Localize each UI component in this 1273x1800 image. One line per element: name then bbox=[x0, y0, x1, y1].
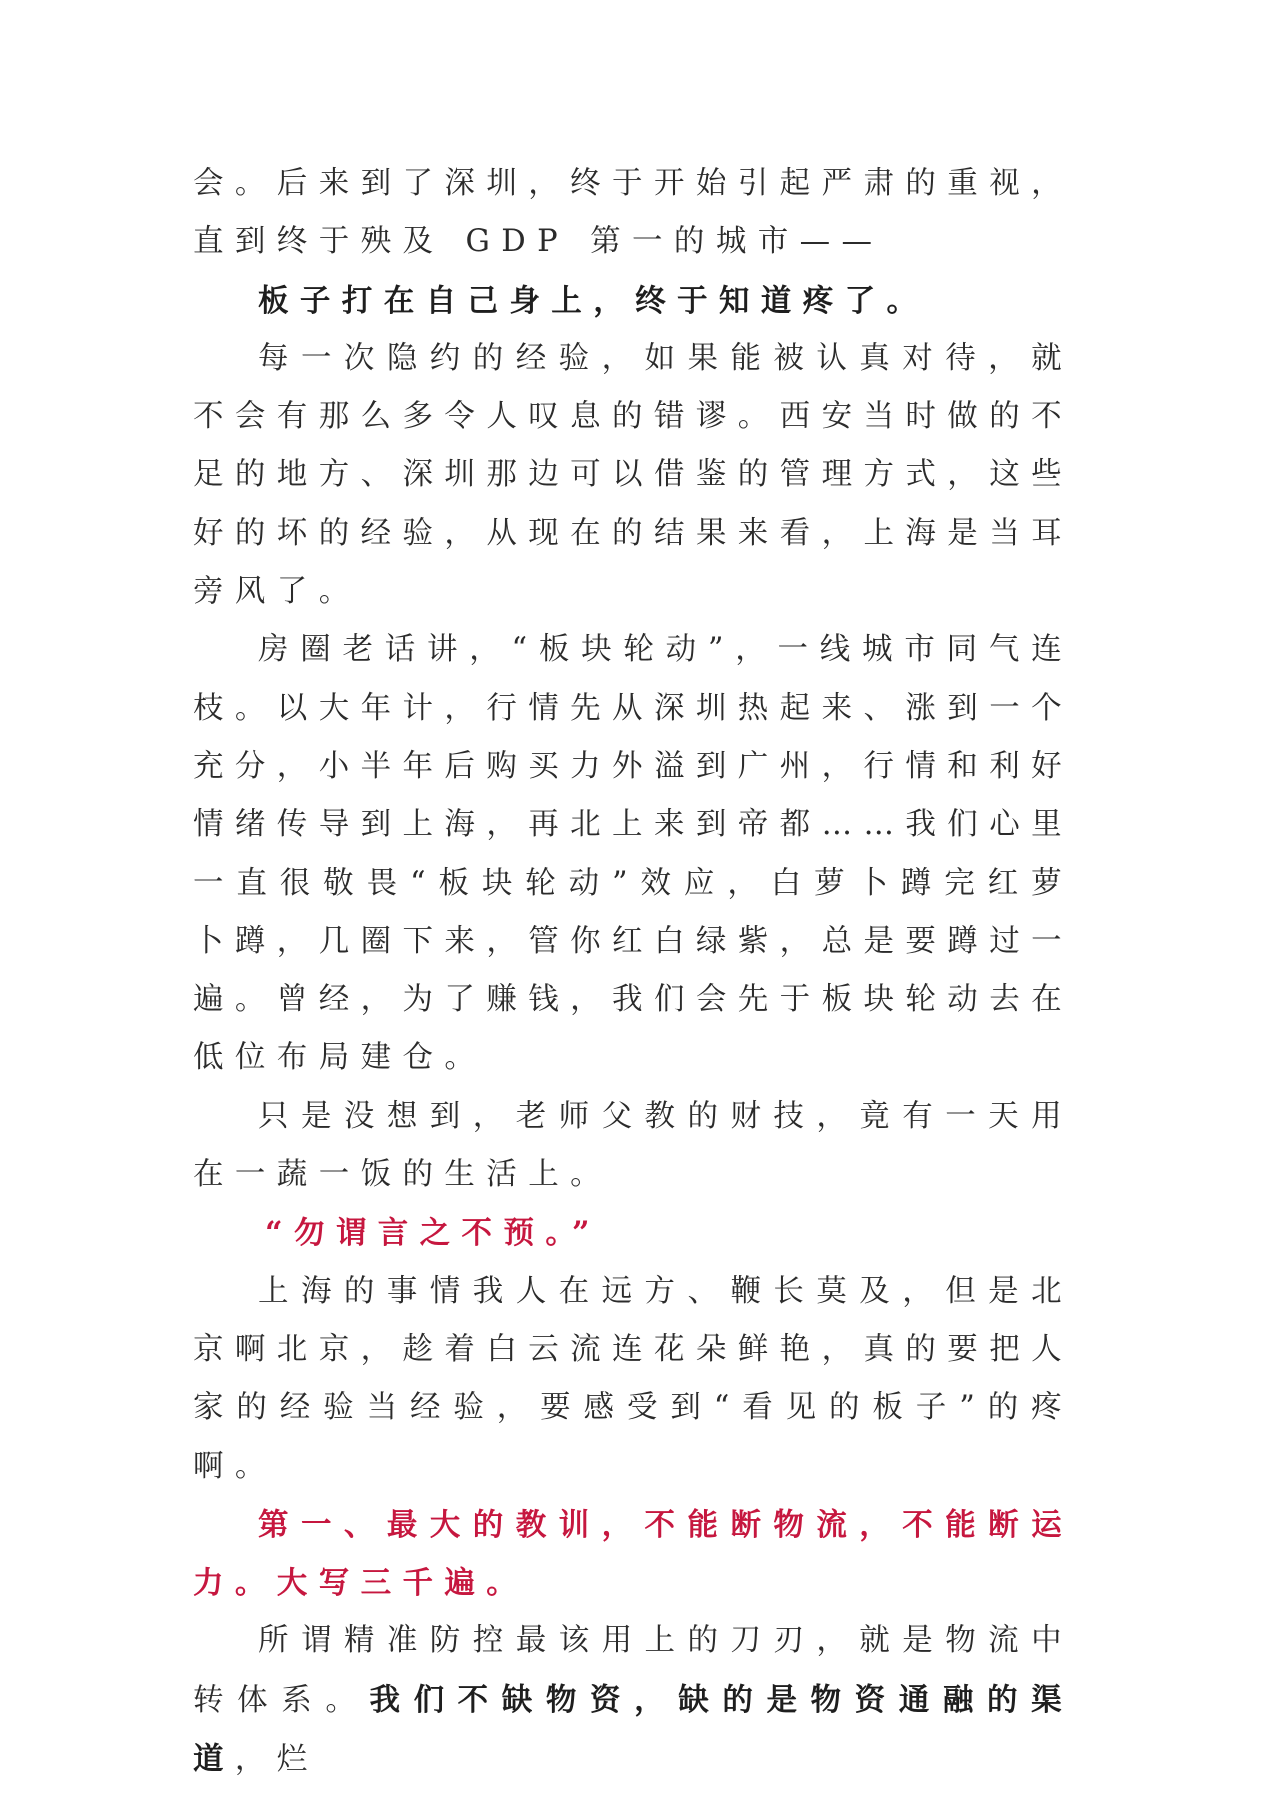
paragraph-9 bbox=[193, 1612, 1073, 1789]
paragraph-9-end: ，烂 bbox=[234, 1742, 319, 1778]
document-page bbox=[193, 155, 1073, 1789]
paragraph-red-quote: “勿谓言之不预。” bbox=[265, 1215, 601, 1252]
paragraph-3: 每一次隐约的经验，如果能被认真对待，就不会有那么多令人叹息的错谬。西安当时做的不足的地方、深圳那边可以借鉴的管理方式，这些好的坏的经验，从现在的结果来看，上海是当耳旁风了。 bbox=[193, 340, 1073, 610]
paragraph-5: 只是没想到，老师父教的财技，竟有一天用在一蔬一饭的生活上。 bbox=[193, 1098, 1073, 1193]
paragraph-9-bold: 我们不缺物资，缺的是物资通融的渠道 bbox=[193, 1681, 1073, 1778]
paragraph-4: 房圈老话讲，“板块轮动”，一线城市同气连枝。以大年计，行情先从深圳热起来、涨到一个充分，小半年后购买力外溢到广州，行情和利好情绪传导到上海，再北上来到帝都……我们心里一直很敬畏“板块轮动”效应，白萝卜蹲完红萝卜蹲，几圈下来，管你红白绿紫，总是要蹲过一遍。曾经，为了赚钱，我们会先于板块轮动去在低位布局建仓。 bbox=[193, 632, 1073, 1076]
paragraph-red-heading: 第一、最大的教训，不能断物流，不能断运力。大写三千遍。 bbox=[193, 1506, 1073, 1602]
paragraph-7: 上海的事情我人在远方、鞭长莫及，但是北京啊北京，趁着白云流连花朵鲜艳，真的要把人家的经验当经验，要感受到“看见的板子”的疼啊。 bbox=[193, 1273, 1073, 1484]
paragraph-9-start: 所谓精准防控最该用上的刀刃，就是物流中转体系。 bbox=[193, 1623, 1073, 1718]
paragraph-1: 会。后来到了深圳，终于开始引起严肃的重视，直到终于殃及 GDP 第一的城市—— bbox=[193, 166, 1073, 260]
paragraph-bold-lesson: 板子打在自己身上，终于知道疼了。 bbox=[258, 282, 929, 319]
